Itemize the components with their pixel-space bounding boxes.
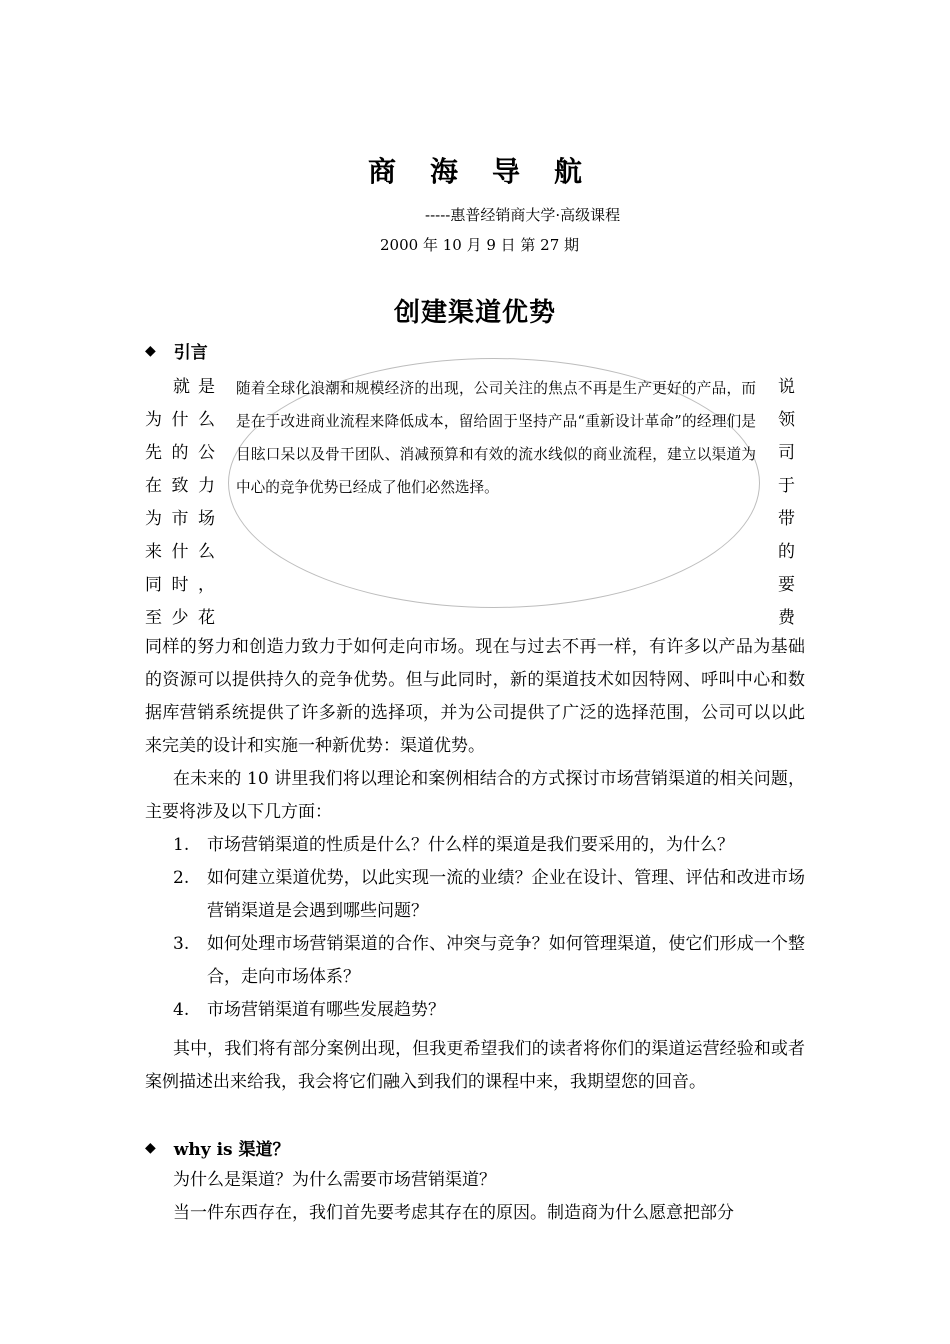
wrap-char: 在 xyxy=(145,476,162,496)
wrap-char-right: 说 xyxy=(778,377,795,397)
list-number: 1. xyxy=(173,835,190,855)
wrap-line-left xyxy=(173,372,215,397)
wrap-char-right: 带 xyxy=(778,509,795,529)
wrap-line-left xyxy=(145,438,215,463)
article-title: 创建渠道优势 xyxy=(393,298,556,328)
wrap-char: 少 xyxy=(171,608,189,628)
list-item xyxy=(173,862,805,928)
list-item xyxy=(173,928,805,994)
wrap-char-right: 领 xyxy=(778,410,795,430)
intro-paragraph: 在未来的 10 讲里我们将以理论和案例相结合的方式探讨市场营销渠道的相关问题，主要将涉及以下几方面： xyxy=(145,769,805,822)
wrap-char: 是 xyxy=(198,377,215,397)
wrap-char: 致 xyxy=(171,476,189,496)
list-text: 如何建立渠道优势，以此实现一流的业绩？企业在设计、管理、评估和改进市场营销渠道是会遇到哪些问题？ xyxy=(207,868,805,921)
wrap-char: 同 xyxy=(145,575,162,595)
wrap-char: 花 xyxy=(198,608,215,628)
wrap-line-left xyxy=(145,504,215,529)
document-subtitle: -----惠普经销商大学·高级课程 xyxy=(425,206,621,224)
wrap-char: ， xyxy=(198,575,215,595)
list-number: 4. xyxy=(173,1000,190,1020)
closing-paragraph: 其中，我们将有部分案例出现，但我更希望我们的读者将你们的渠道运营经验和或者案例描述出来给我，我会将它们融入到我们的课程中来，我期望您的回音。 xyxy=(145,1039,805,1092)
list-item xyxy=(173,994,805,1027)
list-item xyxy=(173,829,805,862)
why-question: 为什么是渠道？为什么需要市场营销渠道？ xyxy=(173,1170,496,1190)
wrap-char: 来 xyxy=(145,542,162,562)
wrap-char: 公 xyxy=(198,443,215,463)
wrap-line-left xyxy=(145,537,215,562)
list-number: 3. xyxy=(173,934,190,954)
document-title: 商海导航 xyxy=(367,155,616,188)
wrap-line-left xyxy=(145,570,215,595)
wrap-char-right: 的 xyxy=(778,542,795,562)
wrap-char: 的 xyxy=(171,443,189,463)
list-number: 2. xyxy=(173,868,190,888)
section-heading-intro xyxy=(145,338,208,363)
wrap-char: 什 xyxy=(171,410,189,430)
wrap-char: 么 xyxy=(198,410,215,430)
wrap-char-right: 于 xyxy=(778,476,795,496)
why-paragraph: 当一件东西存在，我们首先要考虑其存在的原因。制造商为什么愿意把部分 xyxy=(173,1203,734,1223)
intro-continuation: 同样的努力和创造力致力于如何走向市场。现在与过去不再一样，有许多以产品为基础的资源可以提供持久的竞争优势。但与此同时，新的渠道技术如因特网、呼叫中心和数据库营销系统提供了许多新的选择项，并为公司提供了广泛的选择范围，公司可以以此来完美的设计和实施一种新优势：渠道优势。 xyxy=(145,637,805,756)
issue-dateline: 2000 年 10 月 9 日 第 27 期 xyxy=(380,236,580,254)
bullet-diamond-icon: ◆ xyxy=(145,1139,156,1156)
wrap-line-left xyxy=(145,471,215,496)
wrap-char: 么 xyxy=(198,542,215,562)
callout-text: 随着全球化浪潮和规模经济的出现，公司关注的焦点不再是生产更好的产品，而是在于改进商业流程来降低成本，留给固于坚持产品“重新设计革命”的经理们是目眩口呆以及骨干团队、消减预算和有效的流水线似的商业流程，建立以渠道为中心的竞争优势已经成了他们必然选择。 xyxy=(236,380,756,496)
section-heading-label: 引言 xyxy=(173,343,208,363)
wrap-char: 市 xyxy=(171,509,189,529)
section-heading-why xyxy=(145,1135,290,1160)
wrap-char-right: 要 xyxy=(778,575,795,595)
wrap-line-left xyxy=(145,603,215,628)
wrap-char: 就 xyxy=(173,377,190,397)
wrap-line-left xyxy=(145,405,215,430)
wrap-char: 先 xyxy=(145,443,162,463)
wrap-char: 什 xyxy=(171,542,189,562)
list-text: 如何处理市场营销渠道的合作、冲突与竞争？如何管理渠道，使它们形成一个整合，走向市场体系？ xyxy=(207,934,805,987)
bullet-diamond-icon: ◆ xyxy=(145,342,156,359)
section-heading-label: why is 渠道？ xyxy=(173,1140,290,1160)
wrap-char: 为 xyxy=(145,509,162,529)
list-text: 市场营销渠道有哪些发展趋势？ xyxy=(207,1000,445,1020)
wrap-char: 时 xyxy=(171,575,189,595)
wrap-char-right: 费 xyxy=(778,608,795,628)
wrap-char: 力 xyxy=(198,476,215,496)
wrap-char-right: 司 xyxy=(778,443,795,463)
wrap-char: 为 xyxy=(145,410,162,430)
wrap-char: 场 xyxy=(198,509,215,529)
wrap-char: 至 xyxy=(145,608,162,628)
list-text: 市场营销渠道的性质是什么？什么样的渠道是我们要采用的，为什么？ xyxy=(207,835,734,855)
